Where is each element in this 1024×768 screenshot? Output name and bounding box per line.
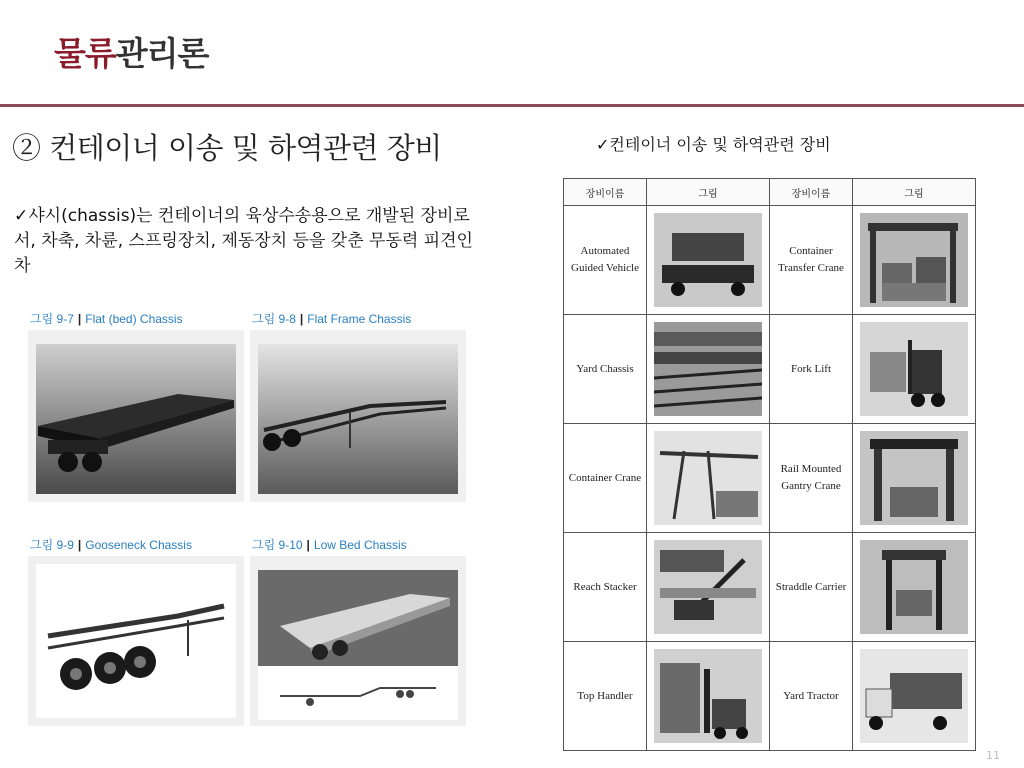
title-accent: 물류 — [54, 34, 116, 73]
header-divider — [0, 104, 1024, 107]
top-handler-photo — [647, 642, 770, 751]
figure-title: Flat (bed) Chassis — [85, 312, 183, 326]
column-header: 그림 — [853, 179, 976, 206]
table-row — [564, 206, 976, 315]
column-header: 장비이름 — [770, 179, 853, 206]
equipment-name: Container Crane — [564, 424, 647, 533]
equipment-name: Automated Guided Vehicle — [564, 206, 647, 315]
figure-caption: 그림 9-8 | Flat Frame Chassis — [252, 312, 412, 326]
equipment-name: Top Handler — [564, 642, 647, 751]
yard-chassis-photo — [647, 315, 770, 424]
page-title — [54, 28, 208, 75]
gooseneck-chassis-photo — [28, 556, 244, 726]
figure-title: Low Bed Chassis — [313, 538, 407, 552]
flat-bed-chassis-photo — [28, 330, 244, 502]
fork-lift-photo — [853, 315, 976, 424]
equipment-name: Container Transfer Crane — [770, 206, 853, 315]
figure-number: 그림 9-9 — [30, 538, 74, 552]
equipment-name: Fork Lift — [770, 315, 853, 424]
table-heading: ✓컨테이너 이송 및 하역관련 장비 — [596, 135, 831, 154]
page-number: 11 — [986, 749, 1000, 762]
equipment-name: Reach Stacker — [564, 533, 647, 642]
figure-caption: 그림 9-10 | Low Bed Chassis — [252, 538, 407, 552]
table-row — [564, 424, 976, 533]
table-row — [564, 315, 976, 424]
equipment-table — [563, 178, 975, 751]
reach-stacker-photo — [647, 533, 770, 642]
low-bed-chassis-photo — [250, 556, 466, 726]
equipment-name: Straddle Carrier — [770, 533, 853, 642]
figure-number: 그림 9-7 — [30, 312, 74, 326]
column-header: 장비이름 — [564, 179, 647, 206]
figure-number: 그림 9-8 — [252, 312, 296, 326]
title-rest: 관리론 — [115, 34, 209, 73]
flat-frame-chassis-photo — [250, 330, 466, 502]
figure-title: Gooseneck Chassis — [85, 538, 192, 552]
equipment-name: Yard Tractor — [770, 642, 853, 751]
equipment-name: Yard Chassis — [564, 315, 647, 424]
yard-tractor-photo — [853, 642, 976, 751]
table-row — [564, 533, 976, 642]
container-crane-photo — [647, 424, 770, 533]
table-header-row — [564, 179, 976, 206]
table-row — [564, 642, 976, 751]
figure-title: Flat Frame Chassis — [307, 312, 412, 326]
section-heading: ② 컨테이너 이송 및 하역관련 장비 — [12, 131, 442, 165]
chassis-description: ✓샤시(chassis)는 컨테이너의 육상수송용으로 개발된 장비로서, 차축, 차륜, 스프링장치, 제동장치 등을 갖춘 무동력 피견인차 — [14, 206, 473, 276]
straddle-carrier-photo — [853, 533, 976, 642]
transfer-crane-photo — [853, 206, 976, 315]
column-header: 그림 — [647, 179, 770, 206]
figure-number: 그림 9-10 — [252, 538, 303, 552]
rail-gantry-crane-photo — [853, 424, 976, 533]
equipment-name: Rail Mounted Gantry Crane — [770, 424, 853, 533]
figure-caption: 그림 9-9 | Gooseneck Chassis — [30, 538, 192, 552]
figure-caption: 그림 9-7 | Flat (bed) Chassis — [30, 312, 183, 326]
agv-photo — [647, 206, 770, 315]
